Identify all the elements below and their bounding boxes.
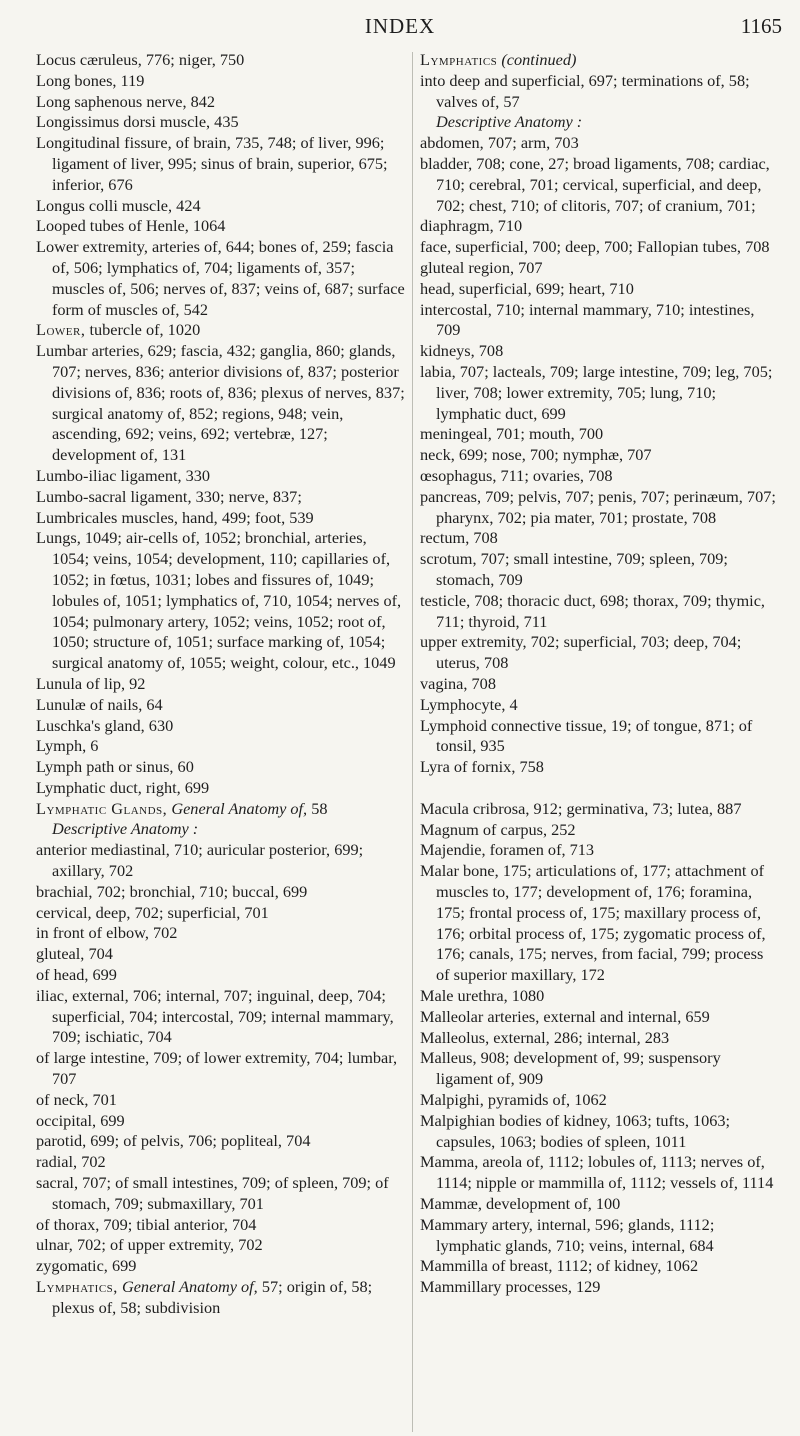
page-number: 1165 [740,14,782,38]
entry-text: Mammary artery, internal, 596; glands, 1112; lymphatic glands, 710; veins, internal, 684 [420,1214,715,1255]
entry-italic: General Anatomy of, [167,798,308,818]
index-entry [36,92,406,113]
entry-text: brachial, 702; bronchial, 710; buccal, 699 [36,881,308,901]
entry-text: Lymphoid connective tissue, 19; of tongue, 871; of tonsil, 935 [420,715,753,756]
index-entry [420,154,780,216]
entry-heading: Lymphatic Glands, [36,798,168,818]
entry-text: Lymphocyte, 4 [420,694,518,714]
entry-text: Lumbo-sacral ligament, 330; nerve, 837; [36,486,302,506]
entry-text: scrotum, 707; small intestine, 709; spleen, 709; stomach, 709 [420,549,728,589]
index-entry [36,1277,406,1319]
index-entry [36,508,406,529]
column-divider [412,52,413,1432]
entry-text: Lunulæ of nails, 64 [36,694,163,714]
index-entry [36,1235,406,1256]
index-entry [420,258,780,279]
index-entry [36,903,406,924]
index-entry [420,716,780,758]
entry-text: vagina, 708 [420,673,496,693]
index-entry [36,674,406,695]
entry-text: intercostal, 710; internal mammary, 710; intestines, 709 [420,299,755,340]
entry-text: head, superficial, 699; heart, 710 [420,278,634,298]
index-entry [420,71,780,113]
index-subheading [420,112,780,133]
index-entry [36,986,406,1048]
index-entry [36,1090,406,1111]
index-entry [420,341,780,362]
entry-text: Descriptive Anatomy : [52,819,199,839]
index-entry [36,923,406,944]
entry-text: anterior mediastinal, 710; auricular posterior, 699; axillary, 702 [36,840,364,881]
index-entry [420,466,780,487]
entry-text: of neck, 701 [36,1089,117,1109]
entry-text: upper extremity, 702; superficial, 703; deep, 704; uterus, 708 [420,632,742,673]
entry-text: Majendie, foramen of, 713 [420,840,595,860]
index-entry [420,840,780,861]
entry-text: iliac, external, 706; internal, 707; inguinal, deep, 704; superficial, 704; intercostal, 709; internal mammary, 709; ischiatic, 704 [36,985,394,1047]
entry-text: Mammilla of breast, 1112; of kidney, 1062 [420,1256,699,1276]
index-entry [420,1256,780,1277]
index-entry [420,757,780,778]
index-entry [36,944,406,965]
entry-text: parotid, 699; of pelvis, 706; popliteal, 704 [36,1131,311,1151]
index-entry [420,216,780,237]
entry-text: gluteal region, 707 [420,257,543,277]
index-entry [420,820,780,841]
index-entry [420,1090,780,1111]
entry-text: Long saphenous nerve, 842 [36,91,216,111]
entry-text: Lymphatic duct, right, 699 [36,777,210,797]
entry-text: Longus colli muscle, 424 [36,195,201,215]
index-entry [420,1194,780,1215]
section-gap [420,778,780,799]
index-entry [36,133,406,195]
index-entry [36,71,406,92]
index-entry [420,986,780,1007]
index-entry [36,1111,406,1132]
entry-text: Male urethra, 1080 [420,986,545,1006]
entry-text: Long bones, 119 [36,70,145,90]
entry-text: labia, 707; lacteals, 709; large intestine, 709; leg, 705; liver, 708; lower extremity, 705; lung, 710; lymphatic duct, 699 [420,361,773,423]
entry-text: of head, 699 [36,965,117,985]
entry-text: Longitudinal fissure, of brain, 735, 748; of liver, 996; ligament of liver, 995; sinus of brain, superior, 675; inferior, 676 [36,133,388,194]
entry-text: Lumbar arteries, 629; fascia, 432; ganglia, 860; glands, 707; nerves, 836; anterior divisions of, 837; posterior divisions of, 836; roots of, 836; plexus of nerves, 837; surgical anatomy of, 852; regions, 948; vein, ascending, 692; veins, 692; vertebræ, 127; development of, 131 [36,341,405,465]
index-entry [420,50,780,71]
index-entry [36,778,406,799]
index-entry [420,632,780,674]
index-entry [36,112,406,133]
index-entry [36,1152,406,1173]
entry-text: into deep and superficial, 697; terminations of, 58; valves of, 57 [420,70,750,111]
entry-text: meningeal, 701; mouth, 700 [420,424,604,444]
entry-text: cervical, deep, 702; superficial, 701 [36,902,269,922]
index-entry [420,674,780,695]
index-entry [420,1028,780,1049]
entry-text: Lungs, 1049; air-cells of, 1052; bronchial, arteries, 1054; veins, 1054; development, 110; capillaries of, 1052; in fœtus, 1031; lobes and fissures of, 1049; lobules of, 1051; lymphatics of, 710, 1054; nerves of, 1054; pulmonary artery, 1052; veins, 1052; root of, 1050; structure of, 1051; surface marking of, 1054; surgical anatomy of, 1055; weight, colour, etc., 1049 [36,528,402,673]
entry-text: of thorax, 709; tibial anterior, 704 [36,1214,257,1234]
entry-text: 57; origin of, 58; plexus of, 58; subdivision [52,1277,373,1317]
entry-heading: Lower, [36,320,86,340]
index-entry [36,695,406,716]
index-entry [420,591,780,633]
index-entry [36,716,406,737]
index-column-left [36,50,406,1319]
index-entry [420,861,780,986]
entry-heading: Lymphatics [420,50,498,69]
index-entry [36,1173,406,1215]
entry-text: Mamma, areola of, 1112; lobules of, 1113; nerves of, 1114; nipple or mammilla of, 1112; vessels of, 1114 [420,1152,774,1193]
entry-italic: General Anatomy of, [117,1277,258,1297]
index-entry [36,1048,406,1090]
running-head-title: INDEX [364,14,436,38]
index-entry [36,799,406,820]
index-entry [420,1048,780,1090]
index-entry [36,736,406,757]
index-entry [36,466,406,487]
entry-text: zygomatic, 699 [36,1256,137,1276]
entry-text: testicle, 708; thoracic duct, 698; thorax, 709; thymic, 711; thyroid, 711 [420,590,765,631]
index-entry [420,549,780,591]
entry-text: Lumbricales muscles, hand, 499; foot, 539 [36,507,314,527]
entry-text: kidneys, 708 [420,341,504,361]
entry-text: Malpighian bodies of kidney, 1063; tufts, 1063; capsules, 1063; bodies of spleen, 1011 [420,1110,731,1151]
entry-text: Mammillary processes, 129 [420,1277,601,1297]
entry-text: Malleolus, external, 286; internal, 283 [420,1027,670,1047]
index-entry [36,1131,406,1152]
index-entry [36,528,406,674]
entry-text: Malleolar arteries, external and internal, 659 [420,1006,710,1026]
index-entry [420,528,780,549]
entry-text: Lymph, 6 [36,736,99,756]
index-entry [36,487,406,508]
index-entry [36,341,406,466]
entry-text: pancreas, 709; pelvis, 707; penis, 707; perinæum, 707; pharynx, 702; pia mater, 701; prostate, 708 [420,486,776,527]
index-entry [36,1256,406,1277]
index-entry [420,487,780,529]
index-entry [420,445,780,466]
entry-text: Magnum of carpus, 252 [420,819,576,839]
entry-text: Luschka's gland, 630 [36,715,174,735]
index-entry [36,50,406,71]
index-entry [420,133,780,154]
index-column-right [420,50,780,1298]
index-entry [420,362,780,424]
index-entry [36,1215,406,1236]
entry-heading: Lymphatics, [36,1277,118,1297]
entry-text: gluteal, 704 [36,944,113,964]
entry-text: Malar bone, 175; articulations of, 177; attachment of muscles to, 177; development of, 176; foramina, 175; frontal process of, 175; maxillary process of, 176; orbital process of, 175; zygomatic process of, 176; canals, 175; nerves, from facial, 799; process of superior maxillary, 172 [420,861,766,985]
entry-text: Lumbo-iliac ligament, 330 [36,465,211,485]
entry-text: ulnar, 702; of upper extremity, 702 [36,1235,263,1255]
index-entry [36,196,406,217]
entry-text: bladder, 708; cone, 27; broad ligaments, 708; cardiac, 710; cerebral, 701; cervical, superficial, and deep, 702; chest, 710; of clitoris, 707; of cranium, 701; [420,153,770,215]
entry-text: Longissimus dorsi muscle, 435 [36,112,239,132]
entry-text: neck, 699; nose, 700; nymphæ, 707 [420,445,652,465]
entry-text: Lyra of fornix, 758 [420,757,544,777]
index-entry [420,424,780,445]
entry-text: Looped tubes of Henle, 1064 [36,216,226,236]
entry-text: of large intestine, 709; of lower extremity, 704; lumbar, 707 [36,1048,398,1089]
entry-text: Lymph path or sinus, 60 [36,757,194,777]
entry-text: 58 [307,798,328,818]
index-entry [420,799,780,820]
entry-text: Malpighi, pyramids of, 1062 [420,1090,607,1110]
entry-text: tubercle of, 1020 [85,320,201,340]
entry-text: diaphragm, 710 [420,216,523,236]
entry-text: Macula cribrosa, 912; germinativa, 73; lutea, 887 [420,798,742,818]
entry-text: Locus cæruleus, 776; niger, 750 [36,50,245,69]
index-entry [420,1215,780,1257]
index-entry [420,1152,780,1194]
index-entry [36,840,406,882]
index-entry [36,757,406,778]
index-entry [420,1277,780,1298]
entry-text: occipital, 699 [36,1110,125,1130]
entry-text: Mammæ, development of, 100 [420,1194,621,1214]
index-entry [420,695,780,716]
index-entry [36,320,406,341]
entry-text: rectum, 708 [420,528,498,548]
entry-italic: (continued) [497,50,577,69]
entry-text: œsophagus, 711; ovaries, 708 [420,465,613,485]
entry-text: Descriptive Anatomy : [436,112,583,132]
index-entry [420,1007,780,1028]
entry-text: Lower extremity, arteries of, 644; bones of, 259; fascia of, 506; lymphatics of, 704; ligaments of, 357; muscles of, 506; nerves of, 837; veins of, 687; surface form of muscles of, 542 [36,237,405,319]
index-entry [36,882,406,903]
entry-text: Lunula of lip, 92 [36,673,146,693]
index-entry [36,965,406,986]
index-subheading [36,819,406,840]
index-entry [36,237,406,320]
entry-text: face, superficial, 700; deep, 700; Fallopian tubes, 708 [420,237,770,257]
index-entry [420,1111,780,1153]
entry-text: radial, 702 [36,1152,106,1172]
entry-text: abdomen, 707; arm, 703 [420,133,579,153]
entry-text: in front of elbow, 702 [36,923,178,943]
page-header [0,0,800,40]
index-entry [420,279,780,300]
entry-text: sacral, 707; of small intestines, 709; of spleen, 709; of stomach, 709; submaxillary, 701 [36,1173,389,1213]
entry-text: Malleus, 908; development of, 99; suspensory ligament of, 909 [420,1048,721,1089]
index-entry [420,237,780,258]
index-entry [36,216,406,237]
index-entry [420,300,780,342]
